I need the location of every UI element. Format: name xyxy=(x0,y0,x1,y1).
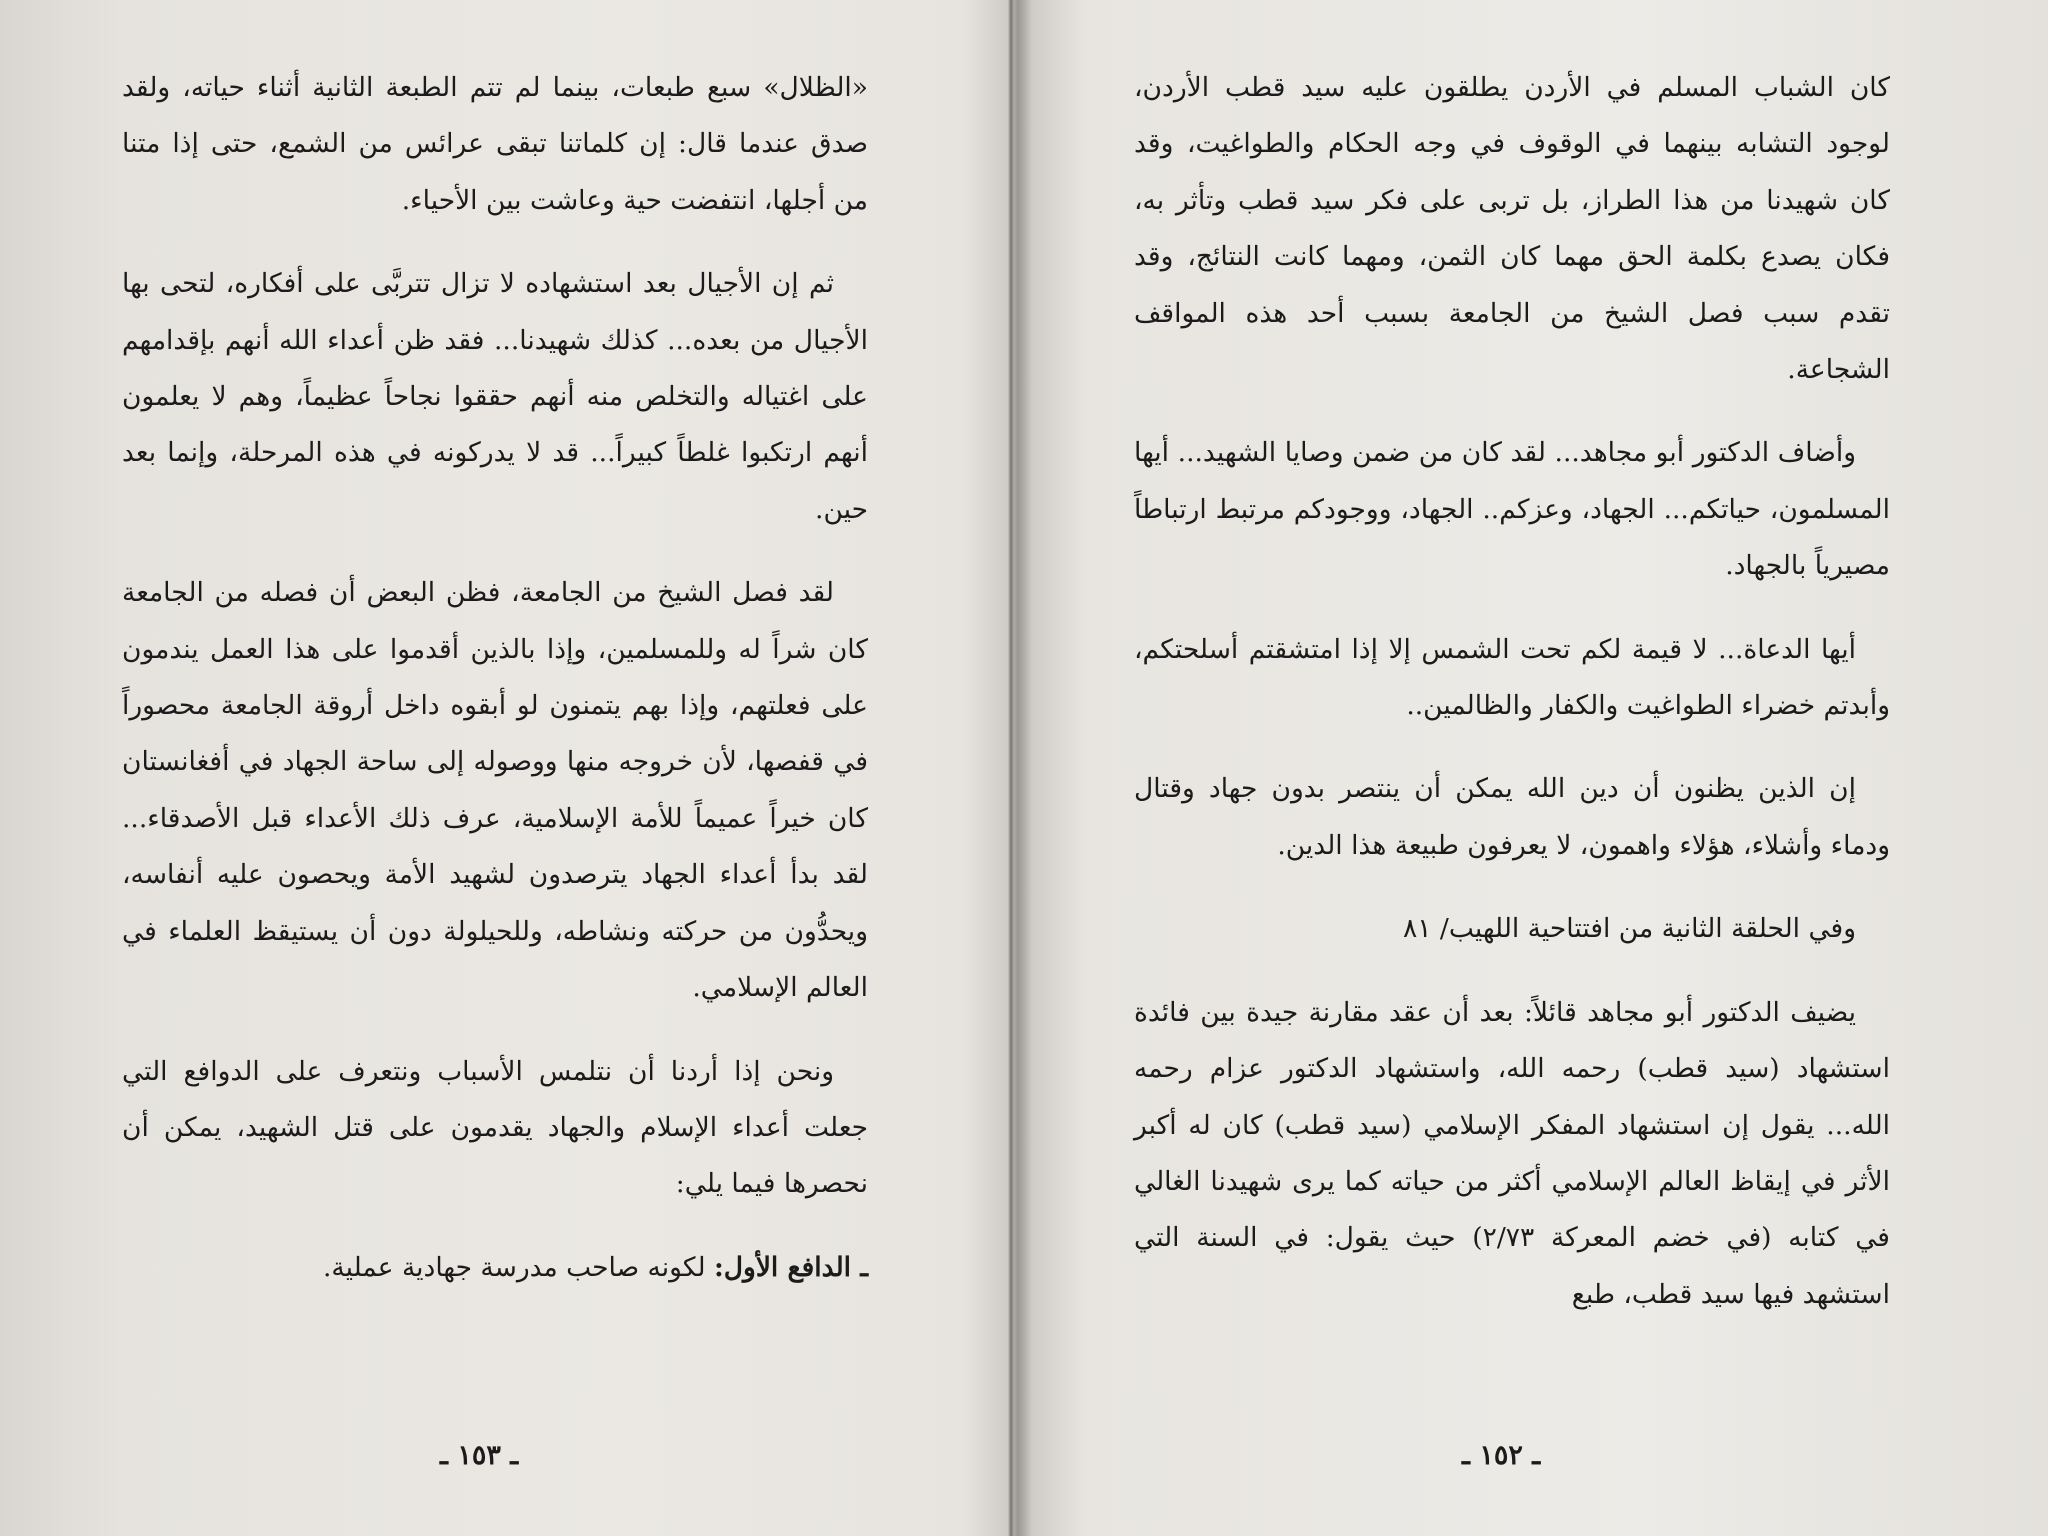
paragraph: إن الذين يظنون أن دين الله يمكن أن ينتصر بدون جهاد وقتال ودماء وأشلاء، هؤلاء واهمون، لا يعرفون طبيعة هذا الدين. xyxy=(1134,773,1890,861)
paragraph: ثم إن الأجيال بعد استشهاده لا تزال تتربَّى على أفكاره، لتحى بها الأجيال من بعده... كذلك شهيدنا... فقد ظن أعداء الله أنهم بإقدامهم على اغتياله والتخلص منه أنهم حققوا نجاحاً عظيماً، وهم لا يعلمون أنهم ارتكبوا غلطاً كبيراً... قد لا يدركونه في هذه المرحلة، وإنما بعد حين. xyxy=(122,268,868,525)
paragraph: لقد فصل الشيخ من الجامعة، فظن البعض أن فصله من الجامعة كان شراً له وللمسلمين، وإذا بالذين أقدموا على هذا العمل يندمون على فعلتهم، وإذا بهم يتمنون لو أبقوه داخل أروقة الجامعة محصوراً في قفصها، لأن خروجه منها ووصوله إلى ساحة الجهاد في أفغانستان كان خيراً عميماً للأمة الإسلامية، عرف ذلك الأعداء قبل الأصدقاء... لقد بدأ أعداء الجهاد يترصدون لشهيد الأمة ويحصون عليه أنفاسه، ويحدُّون من حركته ونشاطه، وللحيلولة دون أن يستيقظ العلماء في العالم الإسلامي. xyxy=(122,577,868,1004)
page-153-text xyxy=(122,60,868,1296)
page-number: ـ ١٥٣ ـ xyxy=(440,1440,519,1471)
page-number: ـ ١٥٢ ـ xyxy=(1462,1440,1541,1471)
section-heading: وفي الحلقة الثانية من افتتاحية اللهيب/ ٨١ xyxy=(1403,913,1856,945)
paragraph: يضيف الدكتور أبو مجاهد قائلاً: بعد أن عقد مقارنة جيدة بين فائدة استشهاد (سيد قطب) رحمه الله، واستشهاد الدكتور عزام رحمه الله... يقول إن استشهاد المفكر الإسلامي (سيد قطب) كان له أكبر الأثر في إيقاظ العالم الإسلامي أكثر من حياته كما يرى شهيدنا الغالي في كتابه (في خضم المعركة ٢/٧٣) حيث يقول: في السنة التي استشهد فيها سيد قطب، طبع xyxy=(1134,996,1890,1310)
paragraph: كان الشباب المسلم في الأردن يطلقون عليه سيد قطب الأردن، لوجود التشابه بينهما في الوقوف في وجه الحكام والطواغيت، وقد كان شهيدنا من هذا الطراز، بل تربى على فكر سيد قطب وتأثر به، فكان يصدع بكلمة الحق مهما كان الثمن، ومهما كانت النتائج، وقد تقدم سبب فصل الشيخ من الجامعة بسبب أحد هذه المواقف الشجاعة. xyxy=(1134,72,1890,386)
paragraph: «الظلال» سبع طبعات، بينما لم تتم الطبعة الثانية أثناء حياته، ولقد صدق عندما قال: إن كلماتنا تبقى عرائس من الشمع، حتى إذا متنا من أجلها، انتفضت حية وعاشت بين الأحياء. xyxy=(122,72,868,216)
paragraph: وأضاف الدكتور أبو مجاهد... لقد كان من ضمن وصايا الشهيد... أيها المسلمون، حياتكم... الجهاد، وعزكم.. الجهاد، ووجودكم مرتبط ارتباطاً مصيرياً بالجهاد. xyxy=(1134,437,1890,582)
motive-point xyxy=(122,1240,868,1296)
paragraph: أيها الدعاة... لا قيمة لكم تحت الشمس إلا إذا امتشقتم أسلحتكم، وأبدتم خضراء الطواغيت والكفار والظالمين.. xyxy=(1134,633,1890,722)
motive-text: لكونه صاحب مدرسة جهادية عملية. xyxy=(322,1251,706,1283)
motive-label: ـ الدافع الأول: xyxy=(713,1251,868,1283)
page-153 xyxy=(0,0,1008,1536)
page-152-text xyxy=(1134,60,1890,1323)
paragraph: ونحن إذا أردنا أن نتلمس الأسباب ونتعرف على الدوافع التي جعلت أعداء الإسلام والجهاد يقدمون على قتل الشهيد، يمكن أن نحصرها فيما يلي: xyxy=(122,1055,868,1200)
page-152 xyxy=(1014,0,2048,1536)
